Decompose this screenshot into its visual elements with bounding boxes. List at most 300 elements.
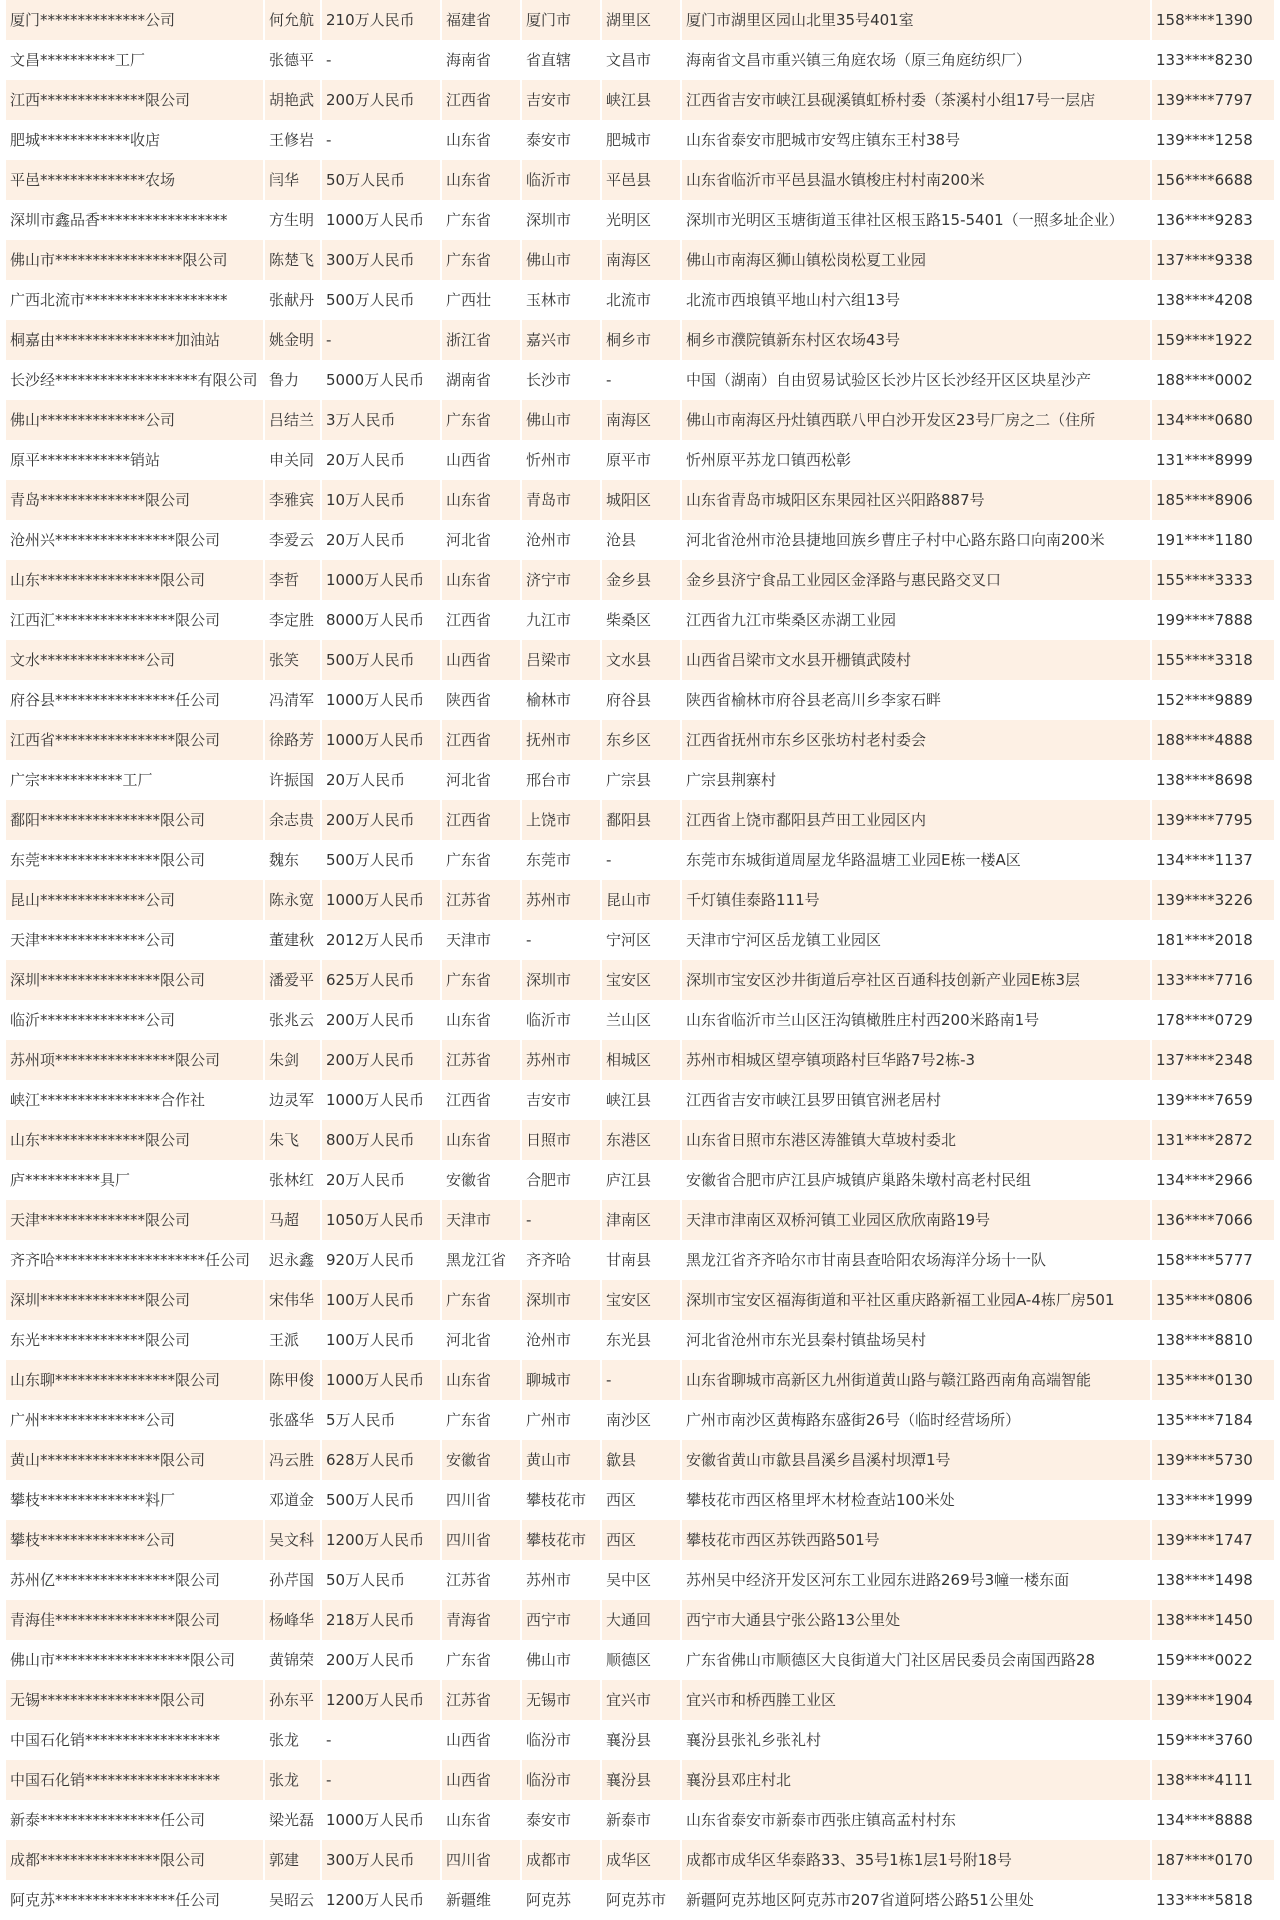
phone-cell: 136****7066	[1151, 1200, 1274, 1240]
legal-rep-cell: 吴昭云	[264, 1880, 321, 1920]
district-cell: 平邑县	[601, 160, 681, 200]
address-cell: 河北省沧州市沧县捷地回族乡曹庄子村中心路东路口向南200米	[681, 520, 1151, 560]
address-cell: 陕西省榆林市府谷县老高川乡李家石畔	[681, 680, 1151, 720]
district-cell: 相城区	[601, 1040, 681, 1080]
company-name-cell: 文水**************公司	[6, 640, 264, 680]
registered-capital-cell: 1000万人民币	[321, 1360, 441, 1400]
registered-capital-cell: 100万人民币	[321, 1320, 441, 1360]
table-row	[6, 40, 1274, 80]
district-cell: 宝安区	[601, 960, 681, 1000]
legal-rep-cell: 方生明	[264, 200, 321, 240]
legal-rep-cell: 黄锦荣	[264, 1640, 321, 1680]
table-row	[6, 1280, 1274, 1320]
city-cell: 上饶市	[521, 800, 601, 840]
table-row	[6, 1480, 1274, 1520]
registered-capital-cell: 500万人民币	[321, 1480, 441, 1520]
legal-rep-cell: 孙芹国	[264, 1560, 321, 1600]
table-row	[6, 240, 1274, 280]
company-name-cell: 江西**************限公司	[6, 80, 264, 120]
province-cell: 广西壮	[441, 280, 521, 320]
city-cell: 临汾市	[521, 1720, 601, 1760]
phone-cell: 158****1390	[1151, 0, 1274, 40]
legal-rep-cell: 王修岩	[264, 120, 321, 160]
legal-rep-cell: 郭建	[264, 1840, 321, 1880]
company-name-cell: 佛山**************公司	[6, 400, 264, 440]
city-cell: -	[521, 1200, 601, 1240]
phone-cell: 134****8888	[1151, 1800, 1274, 1840]
company-name-cell: 江西省****************限公司	[6, 720, 264, 760]
address-cell: 深圳市宝安区沙井街道后亭社区百通科技创新产业园E栋3层	[681, 960, 1151, 1000]
district-cell: 原平市	[601, 440, 681, 480]
table-row	[6, 440, 1274, 480]
district-cell: 西区	[601, 1480, 681, 1520]
registered-capital-cell: 50万人民币	[321, 160, 441, 200]
company-name-cell: 临沂**************公司	[6, 1000, 264, 1040]
legal-rep-cell: 张兆云	[264, 1000, 321, 1040]
address-cell: 广东省佛山市顺德区大良街道大门社区居民委员会南国西路28	[681, 1640, 1151, 1680]
address-cell: 江西省吉安市峡江县砚溪镇虹桥村委（茶溪村小组17号一层店	[681, 80, 1151, 120]
company-name-cell: 黄山****************限公司	[6, 1440, 264, 1480]
province-cell: 河北省	[441, 520, 521, 560]
legal-rep-cell: 魏东	[264, 840, 321, 880]
table-row	[6, 880, 1274, 920]
district-cell: 东乡区	[601, 720, 681, 760]
company-name-cell: 江西汇****************限公司	[6, 600, 264, 640]
legal-rep-cell: 朱剑	[264, 1040, 321, 1080]
table-row	[6, 320, 1274, 360]
province-cell: 江西省	[441, 720, 521, 760]
province-cell: 四川省	[441, 1840, 521, 1880]
city-cell: 佛山市	[521, 400, 601, 440]
phone-cell: 188****4888	[1151, 720, 1274, 760]
registered-capital-cell: 210万人民币	[321, 0, 441, 40]
address-cell: 成都市成华区华泰路33、35号1栋1层1号附18号	[681, 1840, 1151, 1880]
province-cell: 江苏省	[441, 880, 521, 920]
table-row	[6, 840, 1274, 880]
district-cell: 东港区	[601, 1120, 681, 1160]
table-row	[6, 1880, 1274, 1920]
address-cell: 襄汾县邓庄村北	[681, 1760, 1151, 1800]
phone-cell: 134****2966	[1151, 1160, 1274, 1200]
address-cell: 北流市西埌镇平地山村六组13号	[681, 280, 1151, 320]
address-cell: 黑龙江省齐齐哈尔市甘南县查哈阳农场海洋分场十一队	[681, 1240, 1151, 1280]
company-name-cell: 文昌**********工厂	[6, 40, 264, 80]
city-cell: 沧州市	[521, 520, 601, 560]
company-name-cell: 深圳**************限公司	[6, 1280, 264, 1320]
registered-capital-cell: 200万人民币	[321, 1040, 441, 1080]
district-cell: 光明区	[601, 200, 681, 240]
city-cell: 沧州市	[521, 1320, 601, 1360]
city-cell: 东莞市	[521, 840, 601, 880]
address-cell: 中国（湖南）自由贸易试验区长沙片区长沙经开区区块星沙产	[681, 360, 1151, 400]
address-cell: 桐乡市濮院镇新东村区农场43号	[681, 320, 1151, 360]
city-cell: 泰安市	[521, 1800, 601, 1840]
phone-cell: 155****3318	[1151, 640, 1274, 680]
company-name-cell: 中国石化销******************	[6, 1760, 264, 1800]
company-name-cell: 山东****************限公司	[6, 560, 264, 600]
table-row	[6, 560, 1274, 600]
table-row	[6, 1640, 1274, 1680]
legal-rep-cell: 冯云胜	[264, 1440, 321, 1480]
district-cell: 峡江县	[601, 1080, 681, 1120]
legal-rep-cell: 张献丹	[264, 280, 321, 320]
legal-rep-cell: 许振国	[264, 760, 321, 800]
city-cell: 成都市	[521, 1840, 601, 1880]
company-table-wrapper	[6, 0, 1274, 1920]
district-cell: 襄汾县	[601, 1760, 681, 1800]
legal-rep-cell: 闫华	[264, 160, 321, 200]
registered-capital-cell: 20万人民币	[321, 520, 441, 560]
table-row	[6, 1320, 1274, 1360]
registered-capital-cell: 1000万人民币	[321, 560, 441, 600]
table-row	[6, 80, 1274, 120]
province-cell: 黑龙江省	[441, 1240, 521, 1280]
province-cell: 山东省	[441, 160, 521, 200]
province-cell: 青海省	[441, 1600, 521, 1640]
district-cell: -	[601, 840, 681, 880]
company-name-cell: 广宗***********工厂	[6, 760, 264, 800]
phone-cell: 139****7797	[1151, 80, 1274, 120]
table-row	[6, 1400, 1274, 1440]
legal-rep-cell: 迟永鑫	[264, 1240, 321, 1280]
legal-rep-cell: 鲁力	[264, 360, 321, 400]
legal-rep-cell: 李定胜	[264, 600, 321, 640]
company-name-cell: 佛山市*****************限公司	[6, 240, 264, 280]
table-row	[6, 360, 1274, 400]
district-cell: 歙县	[601, 1440, 681, 1480]
city-cell: 攀枝花市	[521, 1480, 601, 1520]
city-cell: 黄山市	[521, 1440, 601, 1480]
registered-capital-cell: 1000万人民币	[321, 880, 441, 920]
phone-cell: 136****9283	[1151, 200, 1274, 240]
registered-capital-cell: 1000万人民币	[321, 1080, 441, 1120]
phone-cell: 133****8230	[1151, 40, 1274, 80]
table-row	[6, 1120, 1274, 1160]
company-name-cell: 青岛**************限公司	[6, 480, 264, 520]
city-cell: 佛山市	[521, 1640, 601, 1680]
province-cell: 山东省	[441, 560, 521, 600]
district-cell: 府谷县	[601, 680, 681, 720]
district-cell: 文昌市	[601, 40, 681, 80]
registered-capital-cell: 1200万人民币	[321, 1520, 441, 1560]
phone-cell: 131****2872	[1151, 1120, 1274, 1160]
city-cell: 嘉兴市	[521, 320, 601, 360]
district-cell: 桐乡市	[601, 320, 681, 360]
province-cell: 新疆维	[441, 1880, 521, 1920]
company-name-cell: 苏州项****************限公司	[6, 1040, 264, 1080]
district-cell: 甘南县	[601, 1240, 681, 1280]
province-cell: 江西省	[441, 800, 521, 840]
address-cell: 山东省临沂市平邑县温水镇梭庄村村南200米	[681, 160, 1151, 200]
registered-capital-cell: 50万人民币	[321, 1560, 441, 1600]
table-row	[6, 1840, 1274, 1880]
address-cell: 天津市津南区双桥河镇工业园区欣欣南路19号	[681, 1200, 1151, 1240]
district-cell: -	[601, 360, 681, 400]
address-cell: 佛山市南海区狮山镇松岗松夏工业园	[681, 240, 1151, 280]
phone-cell: 138****4208	[1151, 280, 1274, 320]
company-name-cell: 东光**************限公司	[6, 1320, 264, 1360]
city-cell: 玉林市	[521, 280, 601, 320]
table-row	[6, 720, 1274, 760]
province-cell: 山东省	[441, 120, 521, 160]
province-cell: 江苏省	[441, 1040, 521, 1080]
city-cell: 吕梁市	[521, 640, 601, 680]
table-row	[6, 200, 1274, 240]
city-cell: 长沙市	[521, 360, 601, 400]
registered-capital-cell: 5000万人民币	[321, 360, 441, 400]
phone-cell: 138****4111	[1151, 1760, 1274, 1800]
city-cell: 榆林市	[521, 680, 601, 720]
registered-capital-cell: 628万人民币	[321, 1440, 441, 1480]
province-cell: 海南省	[441, 40, 521, 80]
registered-capital-cell: 20万人民币	[321, 440, 441, 480]
address-cell: 苏州市相城区望亭镇项路村巨华路7号2栋-3	[681, 1040, 1151, 1080]
phone-cell: 159****1922	[1151, 320, 1274, 360]
phone-cell: 191****1180	[1151, 520, 1274, 560]
registered-capital-cell: 500万人民币	[321, 640, 441, 680]
province-cell: 天津市	[441, 920, 521, 960]
address-cell: 安徽省合肥市庐江县庐城镇庐巢路朱墩村高老村民组	[681, 1160, 1151, 1200]
registered-capital-cell: -	[321, 40, 441, 80]
province-cell: 安徽省	[441, 1440, 521, 1480]
province-cell: 山东省	[441, 1360, 521, 1400]
city-cell: 深圳市	[521, 1280, 601, 1320]
city-cell: 厦门市	[521, 0, 601, 40]
city-cell: 临沂市	[521, 160, 601, 200]
registered-capital-cell: 800万人民币	[321, 1120, 441, 1160]
legal-rep-cell: 邓道金	[264, 1480, 321, 1520]
legal-rep-cell: 胡艳武	[264, 80, 321, 120]
legal-rep-cell: 董建秋	[264, 920, 321, 960]
phone-cell: 159****0022	[1151, 1640, 1274, 1680]
address-cell: 广州市南沙区黄梅路东盛街26号（临时经营场所）	[681, 1400, 1151, 1440]
district-cell: 南沙区	[601, 1400, 681, 1440]
phone-cell: 138****8810	[1151, 1320, 1274, 1360]
legal-rep-cell: 张盛华	[264, 1400, 321, 1440]
registered-capital-cell: 1200万人民币	[321, 1680, 441, 1720]
table-row	[6, 920, 1274, 960]
registered-capital-cell: 1000万人民币	[321, 680, 441, 720]
company-name-cell: 峡江****************合作社	[6, 1080, 264, 1120]
city-cell: 深圳市	[521, 960, 601, 1000]
phone-cell: 187****0170	[1151, 1840, 1274, 1880]
address-cell: 深圳市光明区玉塘街道玉律社区根玉路15-5401（一照多址企业）	[681, 200, 1151, 240]
district-cell: 襄汾县	[601, 1720, 681, 1760]
table-row	[6, 640, 1274, 680]
registered-capital-cell: 1000万人民币	[321, 1800, 441, 1840]
registered-capital-cell: 10万人民币	[321, 480, 441, 520]
table-row	[6, 1600, 1274, 1640]
province-cell: 江苏省	[441, 1560, 521, 1600]
table-body	[6, 0, 1274, 1920]
phone-cell: 138****1498	[1151, 1560, 1274, 1600]
address-cell: 厦门市湖里区园山北里35号401室	[681, 0, 1151, 40]
province-cell: 广东省	[441, 960, 521, 1000]
company-name-cell: 阿克苏****************任公司	[6, 1880, 264, 1920]
address-cell: 襄汾县张礼乡张礼村	[681, 1720, 1151, 1760]
city-cell: 泰安市	[521, 120, 601, 160]
table-row	[6, 1520, 1274, 1560]
city-cell: 聊城市	[521, 1360, 601, 1400]
city-cell: 广州市	[521, 1400, 601, 1440]
province-cell: 广东省	[441, 1400, 521, 1440]
province-cell: 山东省	[441, 1800, 521, 1840]
company-name-cell: 鄱阳****************限公司	[6, 800, 264, 840]
registered-capital-cell: 920万人民币	[321, 1240, 441, 1280]
registered-capital-cell: 200万人民币	[321, 1000, 441, 1040]
phone-cell: 139****7795	[1151, 800, 1274, 840]
company-name-cell: 厦门**************公司	[6, 0, 264, 40]
company-name-cell: 攀枝**************料厂	[6, 1480, 264, 1520]
legal-rep-cell: 马超	[264, 1200, 321, 1240]
address-cell: 忻州原平苏龙口镇西松彰	[681, 440, 1151, 480]
company-name-cell: 天津**************公司	[6, 920, 264, 960]
city-cell: 日照市	[521, 1120, 601, 1160]
address-cell: 山东省泰安市肥城市安驾庄镇东王村38号	[681, 120, 1151, 160]
province-cell: 河北省	[441, 760, 521, 800]
district-cell: 南海区	[601, 400, 681, 440]
city-cell: 攀枝花市	[521, 1520, 601, 1560]
registered-capital-cell: -	[321, 120, 441, 160]
province-cell: 江西省	[441, 80, 521, 120]
registered-capital-cell: 5万人民币	[321, 1400, 441, 1440]
city-cell: 苏州市	[521, 880, 601, 920]
table-row	[6, 1080, 1274, 1120]
legal-rep-cell: 张龙	[264, 1720, 321, 1760]
table-row	[6, 1760, 1274, 1800]
city-cell: 佛山市	[521, 240, 601, 280]
legal-rep-cell: 李哲	[264, 560, 321, 600]
province-cell: 江西省	[441, 1080, 521, 1120]
table-row	[6, 1440, 1274, 1480]
legal-rep-cell: 杨峰华	[264, 1600, 321, 1640]
province-cell: 浙江省	[441, 320, 521, 360]
table-row	[6, 1360, 1274, 1400]
legal-rep-cell: 徐路芳	[264, 720, 321, 760]
company-name-cell: 苏州亿****************限公司	[6, 1560, 264, 1600]
address-cell: 新疆阿克苏地区阿克苏市207省道阿塔公路51公里处	[681, 1880, 1151, 1920]
company-name-cell: 新泰****************任公司	[6, 1800, 264, 1840]
registered-capital-cell: 300万人民币	[321, 1840, 441, 1880]
legal-rep-cell: 李雅宾	[264, 480, 321, 520]
registered-capital-cell: 300万人民币	[321, 240, 441, 280]
address-cell: 深圳市宝安区福海街道和平社区重庆路新福工业园A-4栋厂房501	[681, 1280, 1151, 1320]
district-cell: 津南区	[601, 1200, 681, 1240]
city-cell: 阿克苏	[521, 1880, 601, 1920]
table-row	[6, 1160, 1274, 1200]
registered-capital-cell: -	[321, 1720, 441, 1760]
address-cell: 江西省九江市柴桑区赤湖工业园	[681, 600, 1151, 640]
legal-rep-cell: 姚金明	[264, 320, 321, 360]
address-cell: 山东省日照市东港区涛雒镇大草坡村委北	[681, 1120, 1151, 1160]
address-cell: 广宗县荆寨村	[681, 760, 1151, 800]
address-cell: 江西省上饶市鄱阳县芦田工业园区内	[681, 800, 1151, 840]
table-row	[6, 600, 1274, 640]
phone-cell: 133****1999	[1151, 1480, 1274, 1520]
city-cell: 青岛市	[521, 480, 601, 520]
district-cell: 肥城市	[601, 120, 681, 160]
city-cell: 苏州市	[521, 1560, 601, 1600]
province-cell: 天津市	[441, 1200, 521, 1240]
district-cell: 顺德区	[601, 1640, 681, 1680]
city-cell: 深圳市	[521, 200, 601, 240]
city-cell: 合肥市	[521, 1160, 601, 1200]
company-name-cell: 深圳****************限公司	[6, 960, 264, 1000]
table-row	[6, 1040, 1274, 1080]
legal-rep-cell: 张林红	[264, 1160, 321, 1200]
phone-cell: 152****9889	[1151, 680, 1274, 720]
district-cell: 西区	[601, 1520, 681, 1560]
registered-capital-cell: 500万人民币	[321, 280, 441, 320]
address-cell: 千灯镇佳泰路111号	[681, 880, 1151, 920]
company-name-cell: 庐**********具厂	[6, 1160, 264, 1200]
phone-cell: 199****7888	[1151, 600, 1274, 640]
legal-rep-cell: 孙东平	[264, 1680, 321, 1720]
table-row	[6, 280, 1274, 320]
legal-rep-cell: 朱飞	[264, 1120, 321, 1160]
phone-cell: 158****5777	[1151, 1240, 1274, 1280]
phone-cell: 185****8906	[1151, 480, 1274, 520]
address-cell: 安徽省黄山市歙县昌溪乡昌溪村坝潭1号	[681, 1440, 1151, 1480]
phone-cell: 139****5730	[1151, 1440, 1274, 1480]
district-cell: 昆山市	[601, 880, 681, 920]
province-cell: 广东省	[441, 240, 521, 280]
company-name-cell: 广西北流市*******************	[6, 280, 264, 320]
table-row	[6, 1680, 1274, 1720]
company-name-cell: 山东聊****************限公司	[6, 1360, 264, 1400]
city-cell: 无锡市	[521, 1680, 601, 1720]
phone-cell: 159****3760	[1151, 1720, 1274, 1760]
phone-cell: 131****8999	[1151, 440, 1274, 480]
company-name-cell: 深圳市鑫品香*****************	[6, 200, 264, 240]
company-name-cell: 昆山**************公司	[6, 880, 264, 920]
legal-rep-cell: 潘爱平	[264, 960, 321, 1000]
company-name-cell: 桐嘉由****************加油站	[6, 320, 264, 360]
table-row	[6, 1720, 1274, 1760]
registered-capital-cell: 218万人民币	[321, 1600, 441, 1640]
city-cell: 邢台市	[521, 760, 601, 800]
phone-cell: 139****3226	[1151, 880, 1274, 920]
phone-cell: 133****5818	[1151, 1880, 1274, 1920]
district-cell: 成华区	[601, 1840, 681, 1880]
registered-capital-cell: 625万人民币	[321, 960, 441, 1000]
province-cell: 陕西省	[441, 680, 521, 720]
address-cell: 东莞市东城街道周屋龙华路温塘工业园E栋一楼A区	[681, 840, 1151, 880]
address-cell: 山东省青岛市城阳区东果园社区兴阳路887号	[681, 480, 1151, 520]
table-row	[6, 0, 1274, 40]
phone-cell: 139****7659	[1151, 1080, 1274, 1120]
company-name-cell: 中国石化销******************	[6, 1720, 264, 1760]
registered-capital-cell: 200万人民币	[321, 1640, 441, 1680]
phone-cell: 156****6688	[1151, 160, 1274, 200]
legal-rep-cell: 何允航	[264, 0, 321, 40]
registered-capital-cell: 1000万人民币	[321, 720, 441, 760]
phone-cell: 135****7184	[1151, 1400, 1274, 1440]
company-name-cell: 沧州兴****************限公司	[6, 520, 264, 560]
city-cell: 九江市	[521, 600, 601, 640]
registered-capital-cell: 500万人民币	[321, 840, 441, 880]
address-cell: 攀枝花市西区苏铁西路501号	[681, 1520, 1151, 1560]
district-cell: 沧县	[601, 520, 681, 560]
company-name-cell: 山东**************限公司	[6, 1120, 264, 1160]
registered-capital-cell: 200万人民币	[321, 800, 441, 840]
address-cell: 江西省吉安市峡江县罗田镇官洲老居村	[681, 1080, 1151, 1120]
table-row	[6, 1200, 1274, 1240]
phone-cell: 139****1747	[1151, 1520, 1274, 1560]
district-cell: 吴中区	[601, 1560, 681, 1600]
legal-rep-cell: 张德平	[264, 40, 321, 80]
table-row	[6, 160, 1274, 200]
